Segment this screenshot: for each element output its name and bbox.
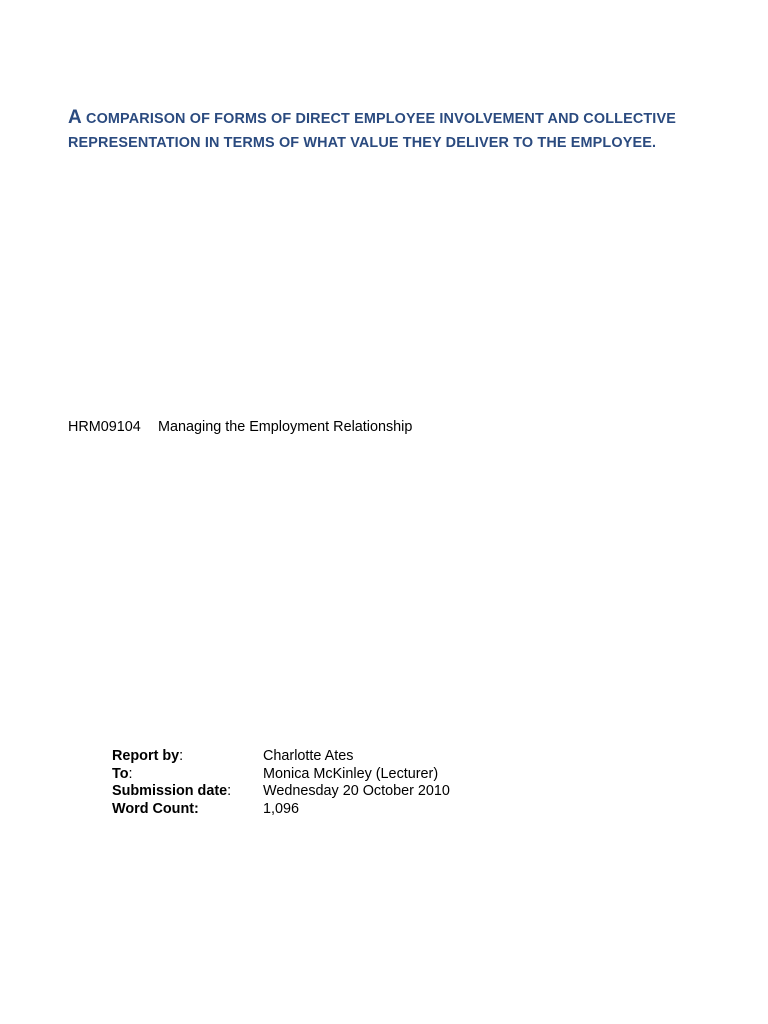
detail-value-word-count: 1,096 <box>263 800 300 817</box>
module-line <box>68 418 412 436</box>
detail-label: Submission date: <box>112 783 232 799</box>
title-initial: A <box>68 107 82 128</box>
document-title <box>68 106 718 155</box>
detail-label: To: <box>112 765 133 782</box>
title-text: COMPARISON OF FORMS OF DIRECT EMPLOYEE INVOLVEMENT AND COLLECTIVE REPRESENTATION IN TERMS OF WHAT VALUE THEY DELIVER TO THE EMPLOYEE. <box>68 111 676 151</box>
detail-value-date: Wednesday 20 October 2010 <box>263 783 450 799</box>
report-details <box>112 748 450 818</box>
detail-value-author: Charlotte Ates <box>263 748 354 764</box>
detail-row-report-by <box>112 748 450 766</box>
detail-label: Word Count: <box>112 800 199 817</box>
detail-row-submission-date <box>112 783 450 801</box>
detail-row-to <box>112 766 450 784</box>
module-code: HRM09104 <box>68 419 141 435</box>
detail-row-word-count <box>112 801 450 819</box>
module-name: Managing the Employment Relationship <box>158 419 413 435</box>
detail-label: Report by: <box>112 748 184 764</box>
detail-value-recipient: Monica McKinley (Lecturer) <box>263 765 439 782</box>
